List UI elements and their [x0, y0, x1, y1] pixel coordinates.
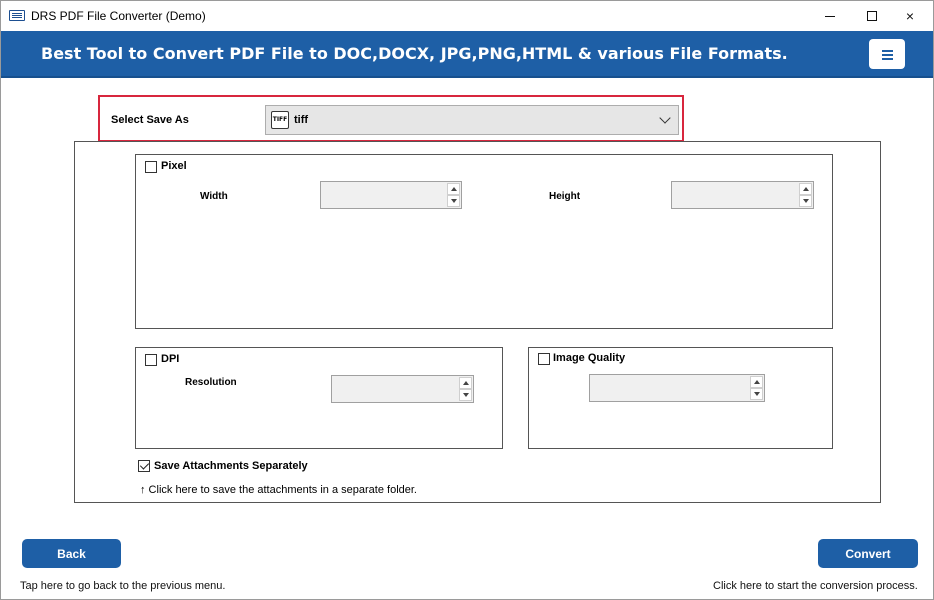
- minimize-button[interactable]: [807, 1, 853, 31]
- width-stepper[interactable]: [320, 181, 462, 209]
- close-button[interactable]: [887, 1, 933, 31]
- height-label: Height: [549, 191, 581, 202]
- height-down-icon[interactable]: [799, 195, 812, 207]
- close-icon: ×: [905, 8, 915, 24]
- minimize-icon: [825, 16, 835, 17]
- quality-down-icon[interactable]: [750, 388, 763, 400]
- width-down-icon[interactable]: [447, 195, 460, 207]
- save-as-dropdown[interactable]: [265, 105, 679, 135]
- header-banner: [1, 31, 933, 78]
- width-up-icon[interactable]: [447, 183, 460, 195]
- back-button[interactable]: Back: [22, 539, 121, 568]
- height-up-icon[interactable]: [799, 183, 812, 195]
- maximize-icon: [867, 11, 877, 21]
- resolution-label: Resolution: [185, 377, 237, 388]
- banner-title: Best Tool to Convert PDF File to DOC,DOCX, JPG,PNG,HTML & various File Formats.: [41, 44, 788, 63]
- window-title: DRS PDF File Converter (Demo): [31, 9, 206, 23]
- chevron-down-icon: [659, 112, 670, 123]
- dpi-label: DPI: [161, 353, 180, 365]
- hamburger-menu-icon: [882, 50, 893, 59]
- app-logo-icon: [9, 10, 25, 21]
- convert-button[interactable]: Convert: [818, 539, 918, 568]
- title-bar: [1, 1, 933, 31]
- dpi-group: [135, 347, 503, 449]
- height-stepper[interactable]: [671, 181, 814, 209]
- resolution-stepper[interactable]: [331, 375, 474, 403]
- pixel-group: [135, 154, 833, 329]
- resolution-down-icon[interactable]: [459, 389, 472, 401]
- dpi-checkbox[interactable]: [145, 354, 157, 366]
- image-quality-group: [528, 347, 833, 449]
- image-quality-checkbox[interactable]: [538, 353, 550, 365]
- save-attachments-hint: ↑ Click here to save the attachments in a separate folder.: [140, 484, 417, 496]
- menu-button[interactable]: [869, 39, 905, 69]
- save-attachments-checkbox[interactable]: [138, 460, 150, 472]
- pixel-checkbox[interactable]: [145, 161, 157, 173]
- image-quality-label: Image Quality: [553, 352, 626, 364]
- pixel-label: Pixel: [161, 160, 187, 172]
- save-as-label: Select Save As: [111, 114, 189, 126]
- convert-hint: Click here to start the conversion process.: [713, 580, 918, 592]
- image-quality-stepper[interactable]: [589, 374, 765, 402]
- quality-up-icon[interactable]: [750, 376, 763, 388]
- save-attachments-label[interactable]: Save Attachments Separately: [154, 460, 308, 472]
- width-label: Width: [200, 191, 228, 202]
- back-hint: Tap here to go back to the previous menu.: [20, 580, 226, 592]
- save-as-selected-value: tiff: [294, 114, 309, 126]
- save-as-highlight: [98, 95, 684, 142]
- resolution-up-icon[interactable]: [459, 377, 472, 389]
- tiff-file-icon: TIFF: [271, 111, 289, 129]
